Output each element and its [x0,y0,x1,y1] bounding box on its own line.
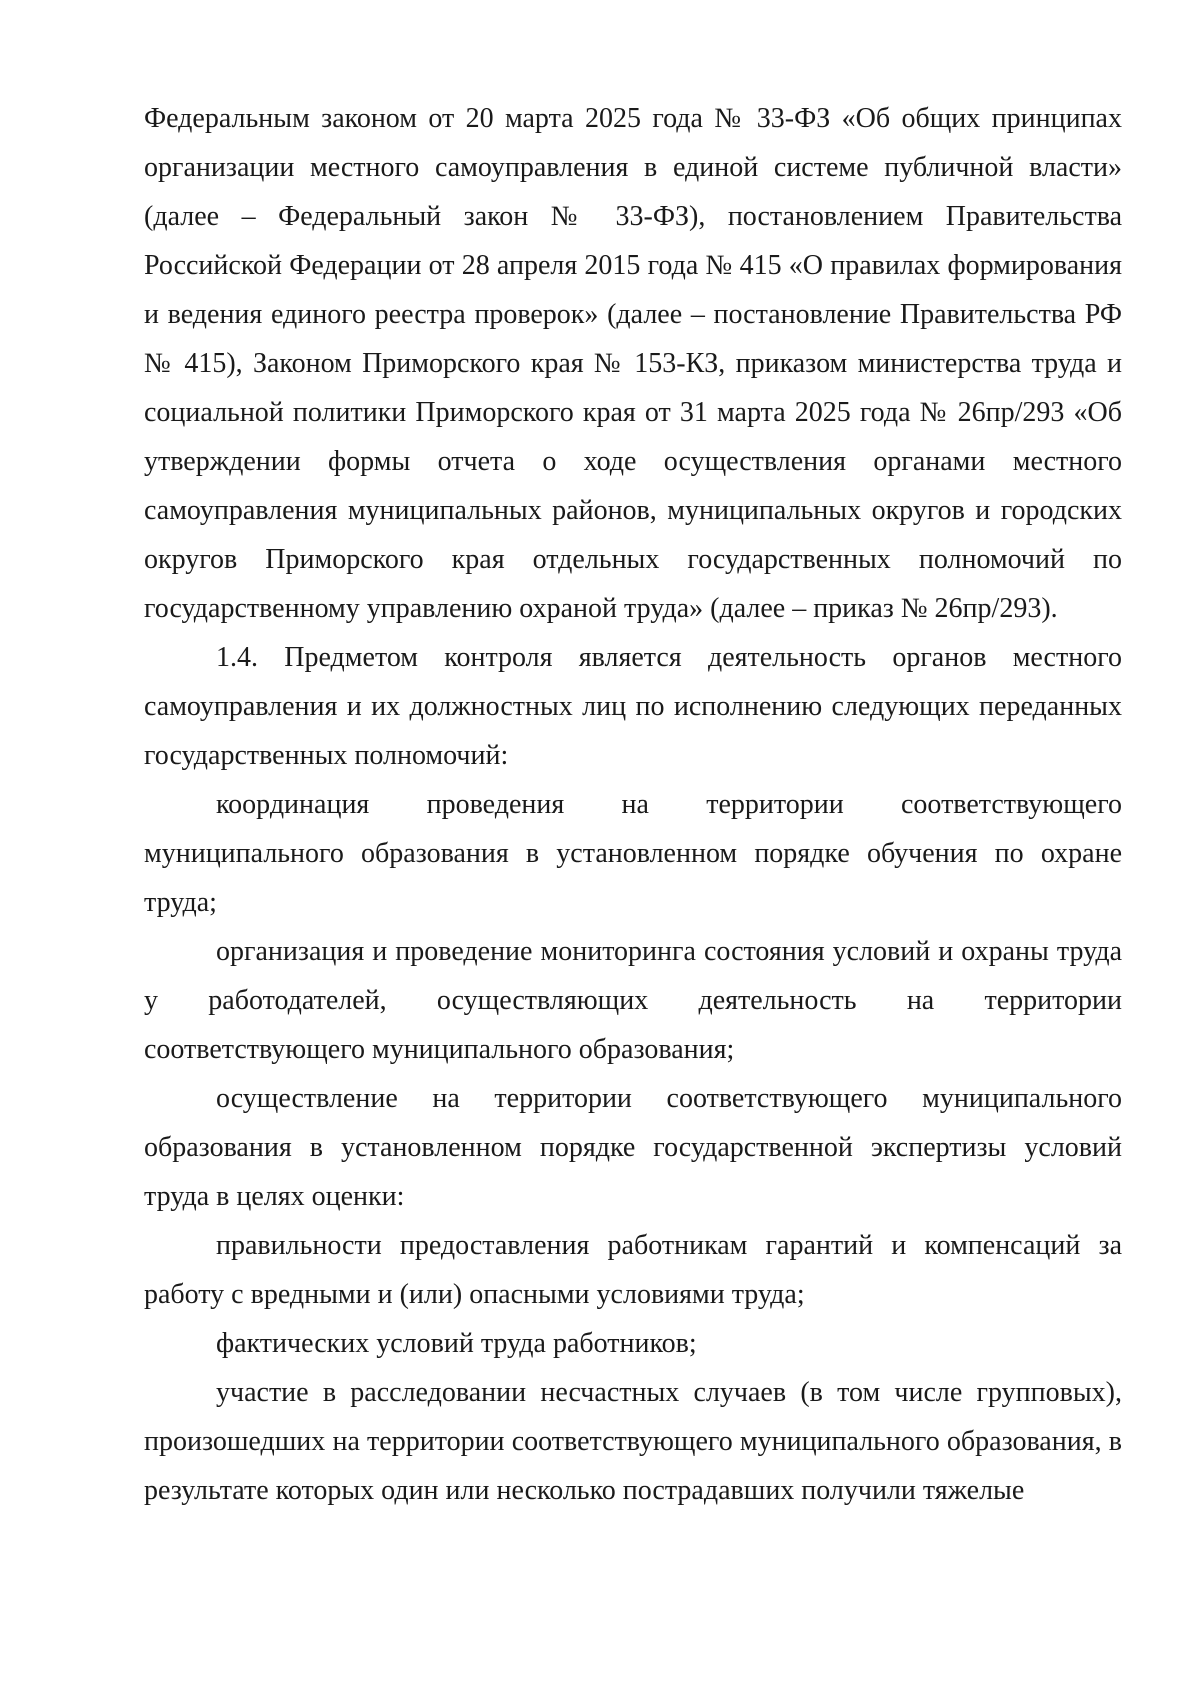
paragraph-monitoring: организация и проведение мониторинга состояния условий и охраны труда у работодателей, осуществляющих деятельность на территории соответствующего муниципального образования; [144,936,1122,1065]
paragraph-legal-basis-continuation: Федеральным законом от 20 марта 2025 года № 33-ФЗ «Об общих принципах организации местного самоуправления в единой системе публичной власти» (далее – Федеральный закон № 33-ФЗ), постановлением Правительства Российской Федерации от 28 апреля 2015 года № 415 «О правилах формирования и ведения единого реестра проверок» (далее – постановление Правительства РФ № 415), Законом Приморского края № 153-КЗ, приказом министерства труда и социальной политики Приморского края от 31 марта 2025 года № 26пр/293 «Об утверждении формы отчета о ходе осуществления органами местного самоуправления муниципальных районов, муниципальных округов и городских округов Приморского края отдельных государственных полномочий по государственному управлению охраной труда» (далее – приказ № 26пр/293). [144,103,1122,624]
paragraph-1-4-subject-of-control: 1.4. Предметом контроля является деятельность органов местного самоуправления и их должностных лиц по исполнению следующих переданных государственных полномочий: [144,642,1122,771]
paragraph-guarantees-compensation: правильности предоставления работникам гарантий и компенсаций за работу с вредными и (или) опасными условиями труда; [144,1230,1122,1310]
paragraph-training-coordination: координация проведения на территории соответствующего муниципального образования в установленном порядке обучения по охране труда; [144,789,1122,918]
paragraph-state-expertise: осуществление на территории соответствующего муниципального образования в установленном порядке государственной экспертизы условий труда в целях оценки: [144,1083,1122,1212]
paragraph-actual-conditions: фактических условий труда работников; [216,1328,697,1359]
paragraph-accident-investigation: участие в расследовании несчастных случаев (в том числе групповых), произошедших на территории соответствующего муниципального образования, в результате которых один или несколько пострадавших получили тяжелые [144,1377,1122,1506]
document-body [144,94,1122,1515]
